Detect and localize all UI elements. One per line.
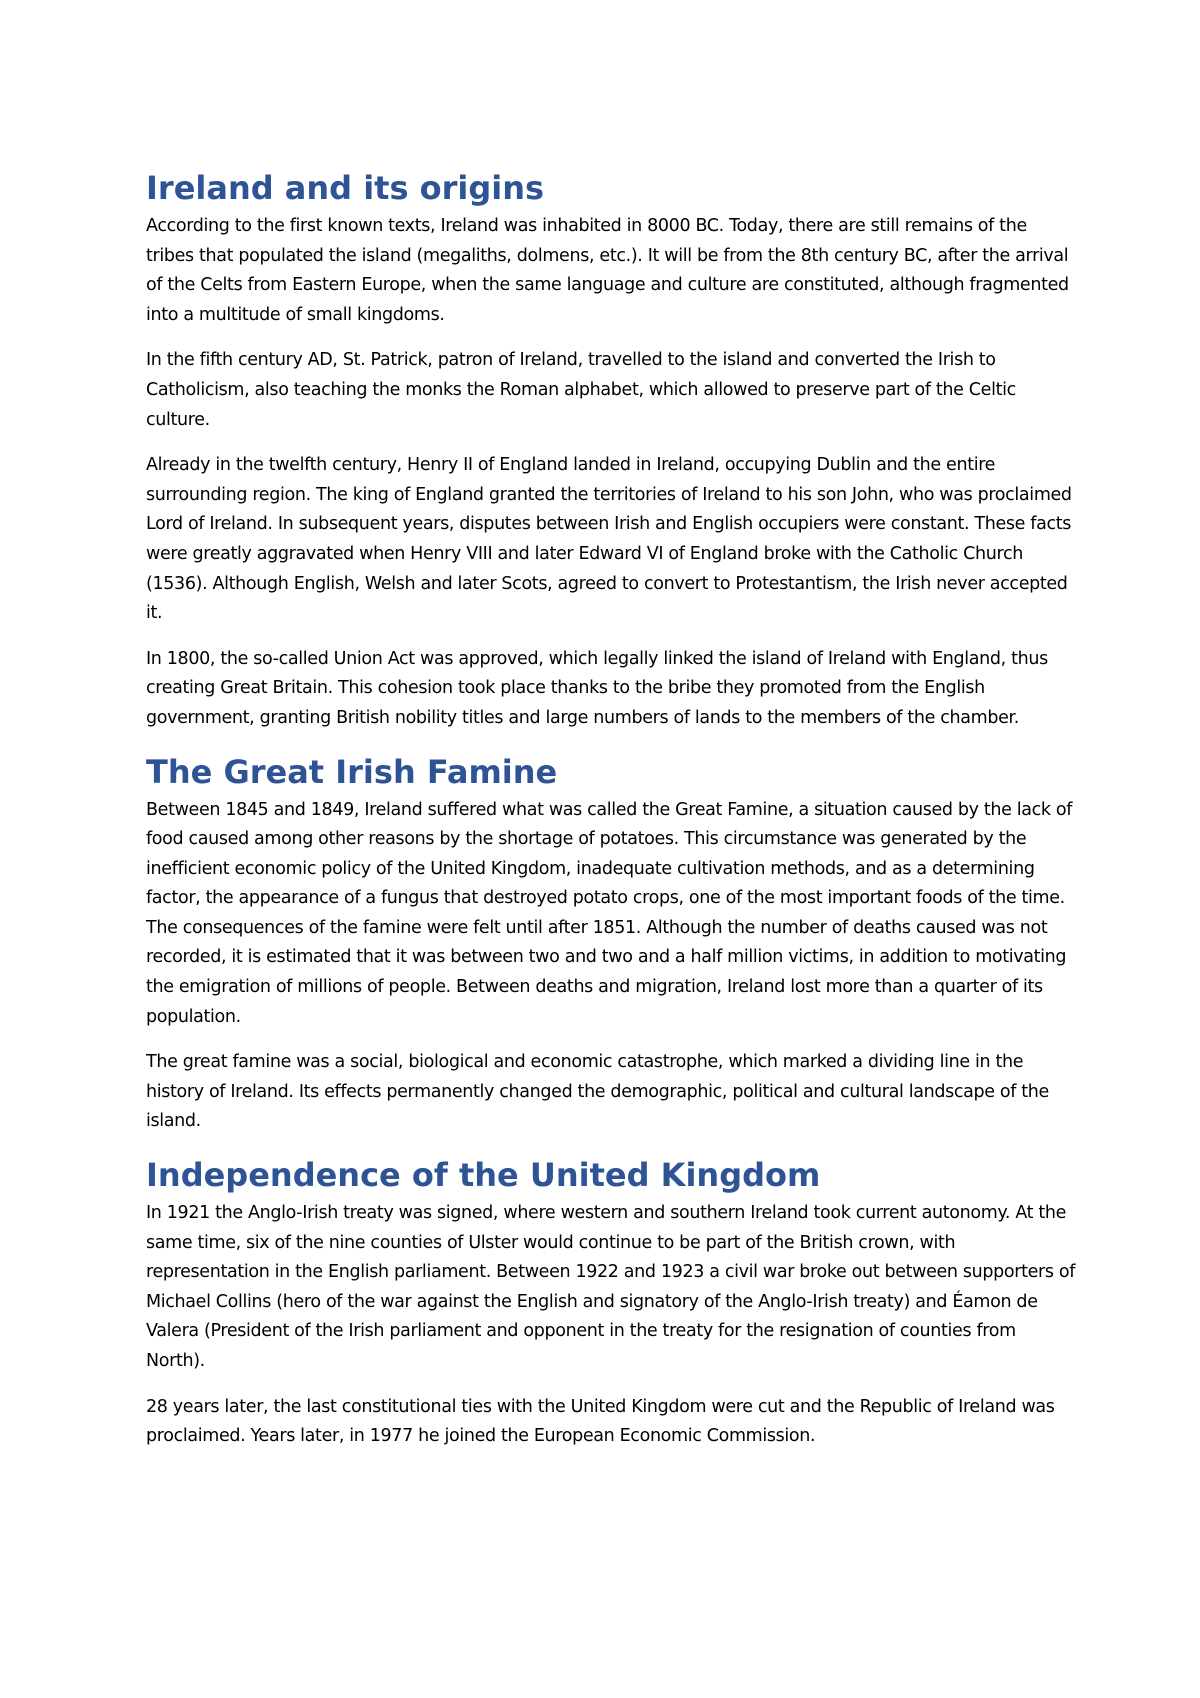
paragraph-famine-1: Between 1845 and 1849, Ireland suffered what was called the Great Famine, a situation caused by the lack of food caused among other reasons by the shortage of potatoes. This circumstance was generated by the inefficient economic policy of the United Kingdom, inadequate cultivation methods, and as a determining factor, the appearance of a fungus that destroyed potato crops, one of the most important foods of the time. The consequences of the famine were felt until after 1851. Although the number of deaths caused was not recorded, it is estimated that it was between two and two and a half million victims, in addition to motivating the emigration of millions of people. Between deaths and migration, Ireland lost more than a quarter of its population. <box>146 799 1073 1027</box>
paragraph-origins-1: According to the first known texts, Ireland was inhabited in 8000 BC. Today, there are still remains of the tribes that populated the island (megaliths, dolmens, etc.). It will be from the 8th century BC, after the arrival of the Celts from Eastern Europe, when the same language and culture are constituted, although fragmented into a multitude of small kingdoms. <box>146 216 1069 325</box>
heading-independence: Independence of the United Kingdom <box>146 1156 821 1195</box>
paragraph-origins-3: Already in the twelfth century, Henry II of England landed in Ireland, occupying Dublin and the entire surrounding region. The king of England granted the territories of Ireland to his son John, who was proclaimed Lord of Ireland. In subsequent years, disputes between Irish and English occupiers were constant. These facts were greatly aggravated when Henry VIII and later Edward VI of England broke with the Catholic Church (1536). Although English, Welsh and later Scots, agreed to convert to Protestantism, the Irish never accepted it. <box>146 455 1072 624</box>
paragraph-independence-2: 28 years later, the last constitutional ties with the United Kingdom were cut and the Republic of Ireland was proclaimed. Years later, in 1977 he joined the European Economic Commission. <box>146 1396 1055 1447</box>
heading-ireland-origins: Ireland and its origins <box>146 169 545 207</box>
heading-great-famine: The Great Irish Famine <box>146 752 558 791</box>
paragraph-famine-2: The great famine was a social, biological and economic catastrophe, which marked a dividing line in the history of Ireland. Its effects permanently changed the demographic, political and cultural landscape of the island. <box>146 1052 1049 1132</box>
paragraph-origins-2: In the fifth century AD, St. Patrick, patron of Ireland, travelled to the island and converted the Irish to Catholicism, also teaching the monks the Roman alphabet, which allowed to preserve part of the Celtic culture. <box>146 350 1016 430</box>
document-page <box>146 166 1076 1468</box>
paragraph-independence-1: In 1921 the Anglo-Irish treaty was signed, where western and southern Ireland took current autonomy. At the same time, six of the nine counties of Ulster would continue to be part of the British crown, with representation in the English parliament. Between 1922 and 1923 a civil war broke out between supporters of Michael Collins (hero of the war against the English and signatory of the Anglo-Irish treaty) and Éamon de Valera (President of the Irish parliament and opponent in the treaty for the resignation of counties from North). <box>146 1203 1076 1371</box>
paragraph-origins-4: In 1800, the so-called Union Act was approved, which legally linked the island of Ireland with England, thus creating Great Britain. This cohesion took place thanks to the bribe they promoted from the English government, granting British nobility titles and large numbers of lands to the members of the chamber. <box>146 648 1048 728</box>
